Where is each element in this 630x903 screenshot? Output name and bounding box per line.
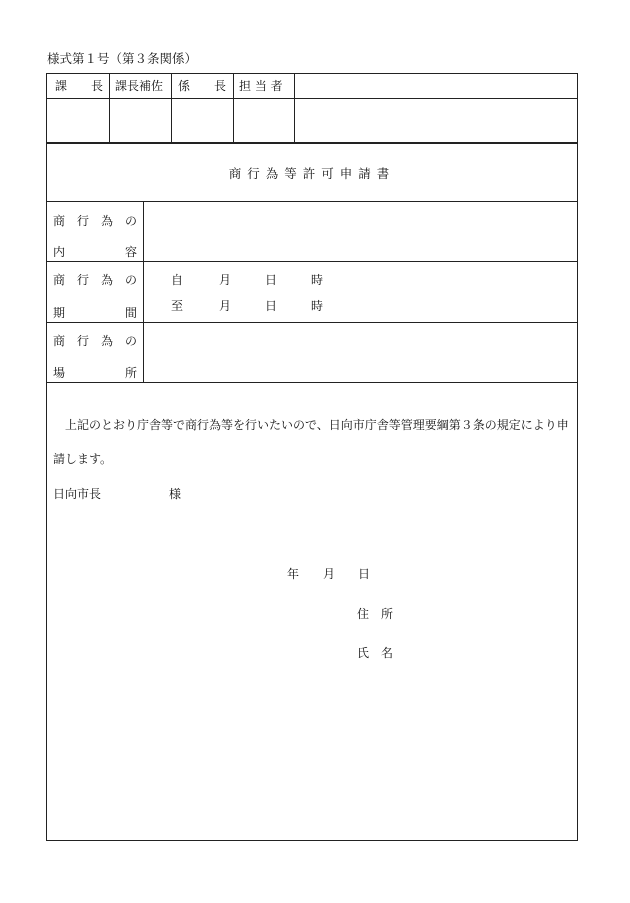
approval-header-unit-chief: 係 長 [178,79,227,93]
place-label-line2: 場 所 [53,366,137,380]
addressee-name: 日向市長 [53,487,102,501]
period-to-hour: 時 [311,299,324,313]
approval-column-line [233,74,234,142]
period-to-prefix: 至 [171,299,184,313]
application-statement: 上記のとおり庁舎等で商行為等を行いたいので、日向市庁舎等管理要綱第３条の規定により申請します。 [53,418,569,466]
row-divider [47,322,577,323]
period-label-line2: 期 間 [53,306,137,320]
form-number: 様式第１号（第３条関係） [47,51,198,66]
approval-column-line [294,74,295,142]
application-form [46,143,578,841]
label-column-divider [143,201,144,382]
row-divider [47,201,577,202]
period-from-day: 日 [265,273,278,287]
addressee-honorific: 様 [169,487,182,501]
approval-header-section-chief: 課 長 [55,79,104,93]
row-divider [47,382,577,383]
content-label-line1: 商 行 為 の [53,214,137,228]
period-from-prefix: 自 [171,273,184,287]
row-divider [47,261,577,262]
approval-header-deputy-chief: 課長補佐 [115,79,164,93]
period-label-line1: 商 行 為 の [53,273,137,287]
period-from-hour: 時 [311,273,324,287]
date-day: 日 [358,567,371,581]
place-label-line1: 商 行 為 の [53,334,137,348]
date-month: 月 [323,567,336,581]
period-to-day: 日 [265,299,278,313]
content-label-line2: 内 容 [53,245,137,259]
address-label: 住 所 [357,607,394,621]
date-year: 年 [287,567,300,581]
approval-header-staff: 担 当 者 [239,79,283,93]
approval-column-line [109,74,110,142]
period-from-month: 月 [219,273,232,287]
approval-column-line [171,74,172,142]
name-label: 氏 名 [357,646,394,660]
approval-stamp-table [46,73,578,143]
period-to-month: 月 [219,299,232,313]
form-title: 商行為等許可申請書 [228,166,396,181]
approval-divider [47,98,577,99]
